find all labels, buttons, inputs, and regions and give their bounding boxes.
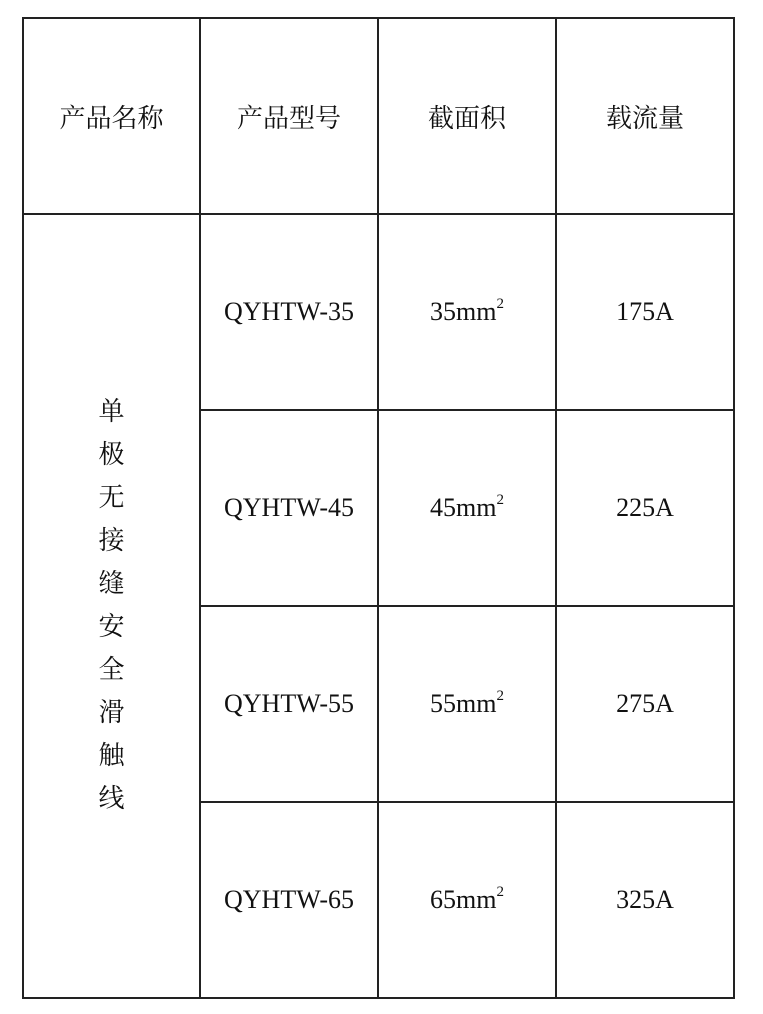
- header-cross-section: 截面积: [378, 18, 556, 214]
- product-name-char: 安: [98, 612, 125, 642]
- current-cell: 225A: [556, 410, 734, 606]
- product-name-char: 极: [98, 440, 125, 470]
- header-row: [23, 18, 734, 214]
- product-name-char: 滑: [98, 698, 125, 728]
- current-cell: 175A: [556, 214, 734, 410]
- model-cell: QYHTW-55: [200, 606, 378, 802]
- area-cell: [378, 410, 556, 606]
- model-cell: QYHTW-35: [200, 214, 378, 410]
- area-cell: [378, 214, 556, 410]
- area-cell: [378, 802, 556, 998]
- area-exponent: 2: [496, 884, 504, 900]
- area-exponent: 2: [496, 688, 504, 704]
- header-current-capacity: 载流量: [556, 18, 734, 214]
- area-exponent: 2: [496, 492, 504, 508]
- area-value: 65mm: [430, 885, 497, 914]
- product-name-char: 缝: [98, 569, 125, 599]
- product-name-char: 线: [98, 784, 125, 814]
- area-value: 35mm: [430, 297, 497, 326]
- header-product-name: 产品名称: [23, 18, 200, 214]
- current-cell: 325A: [556, 802, 734, 998]
- area-cell: [378, 606, 556, 802]
- product-name-char: 无: [98, 483, 125, 513]
- product-name-char: 单: [98, 397, 125, 427]
- spec-table: [22, 17, 735, 999]
- product-name-cell: [23, 214, 200, 998]
- area-value: 55mm: [430, 689, 497, 718]
- product-name-char: 触: [98, 741, 125, 771]
- header-product-model: 产品型号: [200, 18, 378, 214]
- table-row: [23, 214, 734, 410]
- model-cell: QYHTW-45: [200, 410, 378, 606]
- product-name-char: 接: [98, 526, 125, 556]
- current-cell: 275A: [556, 606, 734, 802]
- product-name-char: 全: [98, 655, 125, 685]
- model-cell: QYHTW-65: [200, 802, 378, 998]
- product-name-vertical: [98, 391, 124, 821]
- area-exponent: 2: [496, 296, 504, 312]
- area-value: 45mm: [430, 493, 497, 522]
